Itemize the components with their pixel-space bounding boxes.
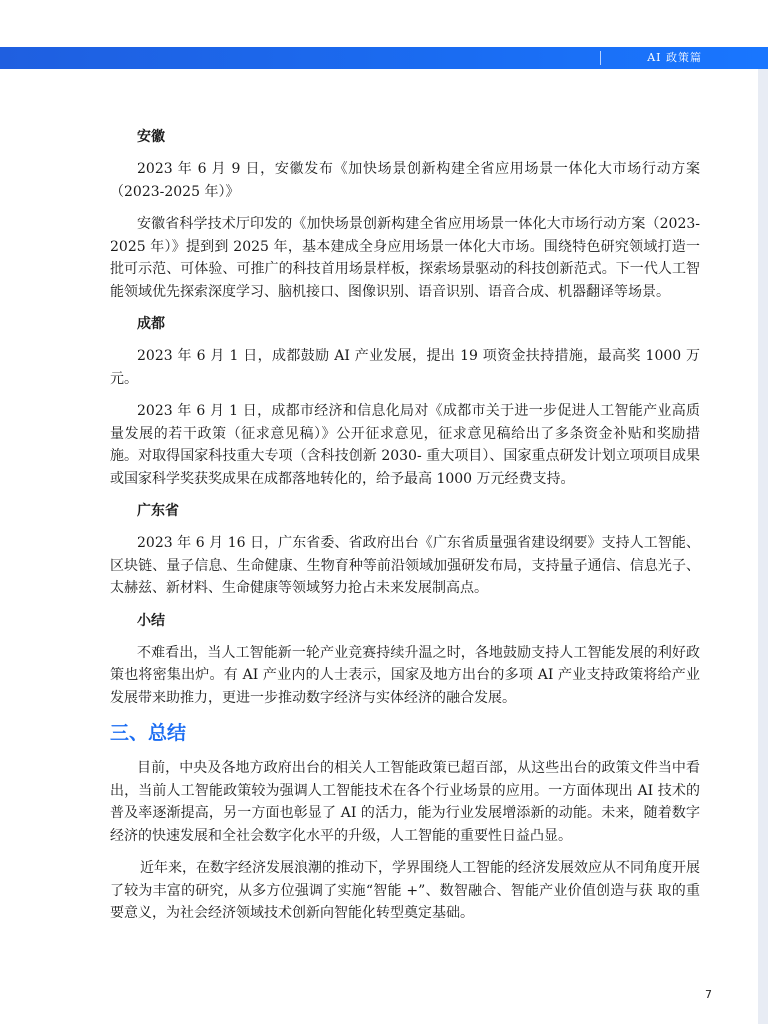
paragraph-guangdong-1: 2023 年 6 月 16 日，广东省委、省政府出台《广东省质量强省建设纲要》支持人工智能、区块链、量子信息、生命健康、生物育种等前沿领域加强研发布局，支持量子通信、信息光子、太赫兹、新材料、生命健康等领域努力抢占未来发展制高点。 (110, 535, 700, 596)
subheading-anhui: 安徽 (137, 129, 165, 145)
page-number: 7 (705, 988, 712, 1001)
subheading-guangdong: 广东省 (137, 503, 179, 519)
paragraph-anhui-1: 2023 年 6 月 9 日，安徽发布《加快场景创新构建全省应用场景一体化大市场行动方案（2023-2025 年）》 (110, 161, 700, 200)
paragraph-conclusion-2: 近年来，在数字经济发展浪潮的推动下，学界围绕人工智能的经济发展效应从不同角度开展了较为丰富的研究，从多方位强调了实施“智能 +”、数智融合、智能产业价值创造与获 取的重要意义，为社会经济领域技术创新向智能化转型奠定基础。 (110, 860, 700, 921)
paragraph-chengdu-1: 2023 年 6 月 1 日，成都鼓励 AI 产业发展，提出 19 项资金扶持措施，最高奖 1000 万元。 (110, 348, 700, 387)
page-content (110, 126, 700, 935)
subheading-summary: 小结 (137, 612, 165, 629)
paragraph-summary-1: 不难看出，当人工智能新一轮产业竞赛持续升温之时，各地鼓励支持人工智能发展的利好政策也将密集出炉。有 AI 产业内的人士表示，国家及地方出台的多项 AI 产业支持政策将给产业发展带来助推力，更进一步推动数字经济与实体经济的融合发展。 (110, 644, 700, 706)
paragraph-conclusion-1: 目前，中央及各地方政府出台的相关人工智能政策已超百部，从这些出台的政策文件当中看出，当前人工智能政策较为强调人工智能技术在各个行业场景的应用。一方面体现出 AI 技术的普及率逐渐提高，另一方面也彰显了 AI 的活力，能为行业发展增添新的动能。未来，随着数字经济的快速发展和全社会数字化水平的升级，人工智能的重要性日益凸显。 (110, 760, 700, 844)
section-title-conclusion: 三、总结 (110, 722, 187, 744)
subheading-chengdu: 成都 (137, 316, 165, 332)
header-separator (600, 51, 601, 65)
header-label: AI 政策篇 (647, 51, 702, 64)
header-bar (0, 47, 768, 69)
paragraph-chengdu-2: 2023 年 6 月 1 日，成都市经济和信息化局对《成都市关于进一步促进人工智能产业高质量发展的若干政策（征求意见稿）》公开征求意见，征求意见稿给出了多条资金补贴和奖励措施。对取得国家科技重大专项（含科技创新 2030- 重大项目）、国家重点研发计划立项项目成果或国家科学奖获奖成果在成都落地转化的，给予最高 1000 万元经费支持。 (110, 403, 700, 487)
paragraph-anhui-2: 安徽省科学技术厅印发的《加快场景创新构建全省应用场景一体化大市场行动方案（2023-2025 年）》提到到 2025 年，基本建成全身应用场景一体化大市场。围绕特色研究领域打造一批可示范、可体验、可推广的科技首用场景样板，探索场景驱动的科技创新范式。下一代人工智能领域优先探索深度学习、脑机接口、图像识别、语音识别、语音合成、机器翻译等场景。 (110, 216, 700, 300)
right-edge-strip (758, 69, 768, 1024)
